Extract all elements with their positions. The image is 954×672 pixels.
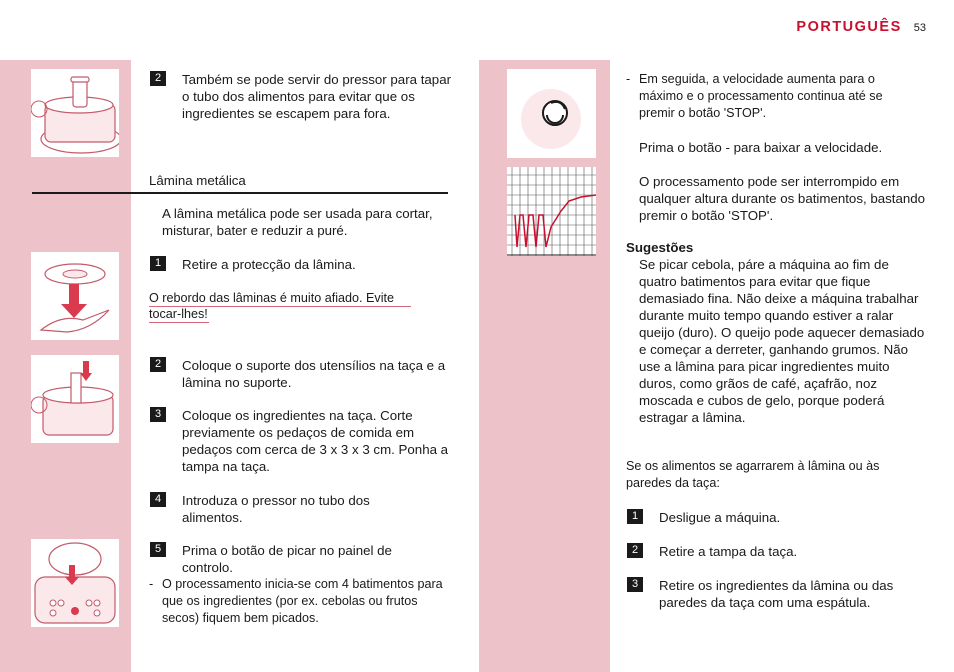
- illustration-control-panel: [31, 539, 119, 627]
- step-text: Coloque os ingredientes na taça. Corte previamente os pedaços de comida em pedaços com cerca de 3 x 3 x 3 cm. Ponha a tampa na taça.: [182, 408, 449, 474]
- section-intro: A lâmina metálica pode ser usada para cortar, misturar, bater e reduzir a puré.: [162, 206, 433, 238]
- note-text: Em seguida, a velocidade aumenta para o máximo e o processamento continua até se premir o botão 'STOP'.: [639, 72, 883, 120]
- illustration-blade-guard: [31, 252, 119, 340]
- warning-underline: [149, 322, 209, 323]
- step-number: 2: [150, 357, 166, 372]
- illustration-pusher-in-bowl: [31, 69, 119, 157]
- step-number: 2: [627, 543, 643, 558]
- tips-text: Se picar cebola, páre a máquina ao fim de quatro batimentos para evitar que fique demasiado fina. Não deixe a máquina trabalhar durante muito tempo quando estiver a ralar queijo (duro). O queijo pode aquecer demasiado e começar a derreter, ganhando grumos. Não use a lâmina para picar ingredientes muito duros, como grãos de café, açafrão, noz moscada e cubos de gelo, porque poderá estragar a lâmina.: [639, 257, 925, 425]
- step-text: Retire a tampa da taça.: [659, 544, 798, 559]
- paragraph: Se os alimentos se agarrarem à lâmina ou às paredes da taça:: [626, 459, 880, 490]
- illustration-blade-holder: [31, 355, 119, 443]
- warning-line-2: tocar-lhes!: [149, 307, 208, 321]
- step-text: Coloque o suporte dos utensílios na taça e a lâmina no suporte.: [182, 358, 446, 390]
- step-text: Retire os ingredientes da lâmina ou das paredes da taça com uma espátula.: [659, 578, 894, 610]
- paragraph: Prima o botão - para baixar a velocidade.: [639, 140, 883, 155]
- step-number: 2: [150, 71, 166, 86]
- paragraph: O processamento pode ser interrompido em qualquer altura durante os batimentos, bastando premir o botão 'STOP'.: [639, 174, 926, 223]
- illustration-pulse-button: [507, 69, 596, 158]
- step-number: 4: [150, 492, 166, 507]
- step-number: 3: [627, 577, 643, 592]
- page-number: 53: [913, 22, 926, 34]
- section-rule: [32, 192, 448, 194]
- note-text: O processamento inicia-se com 4 batimentos para que os ingredientes (por ex. cebolas ou frutos secos) fiquem bem picados.: [162, 577, 443, 625]
- illustration-speed-graph: [507, 167, 596, 256]
- step-text: Prima o botão de picar no painel de controlo.: [182, 543, 392, 575]
- step-number: 5: [150, 542, 166, 557]
- step-number: 1: [150, 256, 166, 271]
- step-text: Também se pode servir do pressor para tapar o tubo dos alimentos para evitar que os ingredientes se escapem para fora.: [182, 72, 452, 121]
- step-number: 1: [627, 509, 643, 524]
- page-header: [796, 19, 926, 35]
- step-text: Desligue a máquina.: [659, 510, 781, 525]
- step-number: 3: [150, 407, 166, 422]
- note-dash: -: [626, 72, 631, 86]
- step-text: Retire a protecção da lâmina.: [182, 257, 356, 272]
- tips-title: Sugestões: [626, 240, 694, 255]
- note-dash: -: [149, 577, 154, 591]
- language-label: PORTUGUÊS: [796, 19, 902, 35]
- step-text: Introduza o pressor no tubo dos alimentos.: [182, 493, 370, 525]
- warning-line-1: O rebordo das lâminas é muito afiado. Evite: [149, 291, 395, 305]
- section-title: Lâmina metálica: [149, 173, 246, 188]
